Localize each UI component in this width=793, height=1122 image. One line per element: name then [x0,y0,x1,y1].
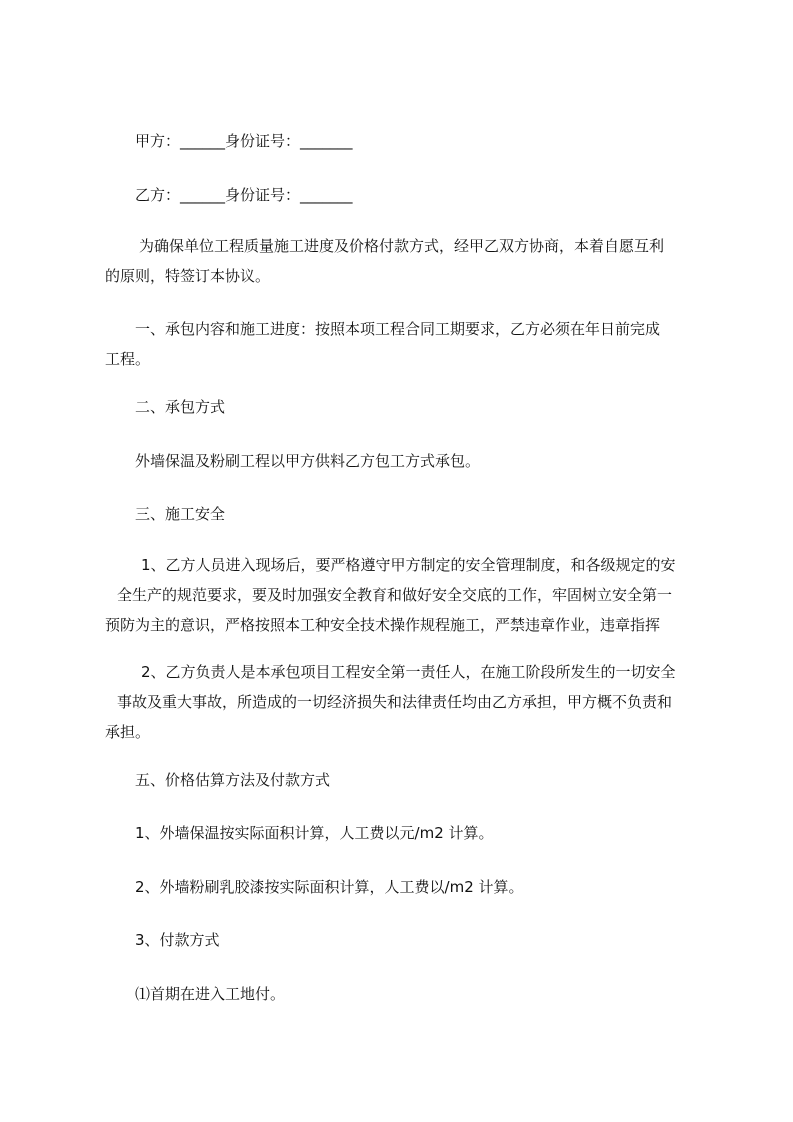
section1-line-2: 工程。 [105,350,151,368]
party-b-text: 乙方：______身份证号：_______ [135,186,353,204]
safety1-paragraph [105,550,705,640]
section2-text: 外墙保温及粉刷工程以甲方供料乙方包工方式承包。 [135,452,481,470]
price-item-3 [105,925,735,955]
safety1-line-2: 全生产的规范要求，要及时加强安全教育和做好安全交底的工作，牢固树立安全第一 [117,586,673,604]
section5-heading [105,765,735,795]
safety2-paragraph [105,657,705,747]
price-item-2 [105,872,735,902]
price-item-1 [105,818,735,848]
safety1-line-1: 1、乙方人员进入现场后，要严格遵守甲方制定的安全管理制度，和各级规定的安 [141,556,676,574]
price-item-3-text: 3、付款方式 [135,931,220,949]
payment-item-1-text: ⑴首期在进入工地付。 [135,985,286,1003]
intro-line-1: 为确保单位工程质量施工进度及价格付款方式，经甲乙双方协商，本着自愿互利 [139,237,665,255]
section2-heading-text: 二、承包方式 [135,398,226,416]
section5-heading-text: 五、价格估算方法及付款方式 [135,771,331,789]
party-a-line [105,126,735,156]
safety2-line-1: 2、乙方负责人是本承包项目工程安全第一责任人，在施工阶段所发生的一切安全 [141,663,676,681]
payment-item-1 [105,979,735,1009]
section3-heading-text: 三、施工安全 [135,505,226,523]
safety1-line-3: 预防为主的意识，严格按照本工种安全技术操作规程施工，严禁违章作业，违章指挥 [105,616,661,634]
section2-heading [105,392,735,422]
section1-paragraph [105,314,705,374]
safety2-line-2: 事故及重大事故，所造成的一切经济损失和法律责任均由乙方承担，甲方概不负责和 [117,693,673,711]
intro-paragraph [105,231,705,291]
section3-heading [105,499,735,529]
party-b-line [105,180,735,210]
section1-line-1: 一、承包内容和施工进度：按照本项工程合同工期要求，乙方必须在年日前完成 [135,320,661,338]
section2-paragraph [105,446,735,476]
price-item-2-text: 2、外墙粉刷乳胶漆按实际面积计算，人工费以/m2 计算。 [135,878,524,896]
party-a-text: 甲方：______身份证号：_______ [135,132,353,150]
intro-line-2: 的原则，特签订本协议。 [105,267,271,285]
price-item-1-text: 1、外墙保温按实际面积计算，人工费以元/m2 计算。 [135,824,494,842]
safety2-line-3: 承担。 [105,723,151,741]
